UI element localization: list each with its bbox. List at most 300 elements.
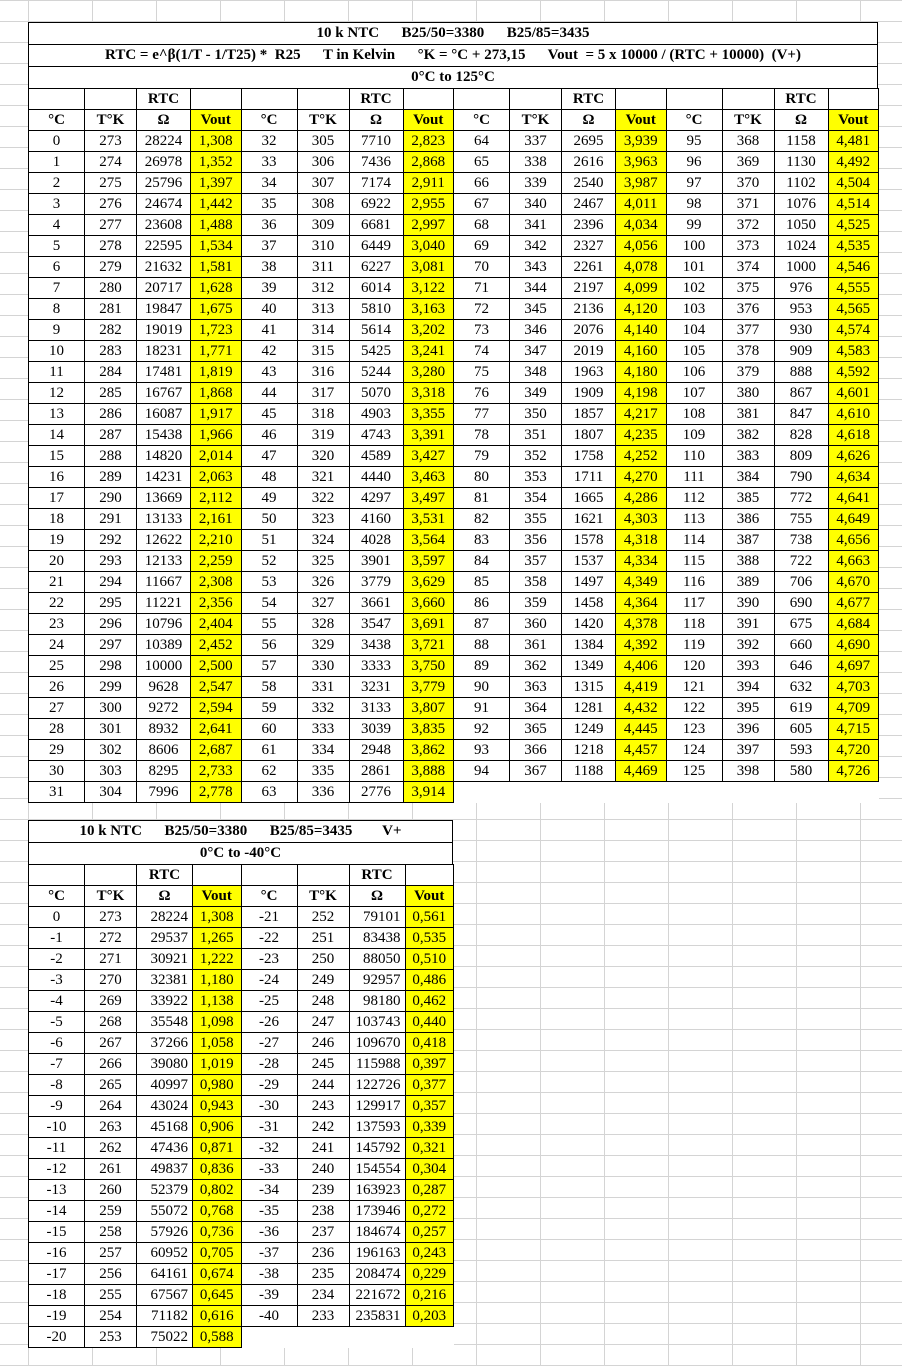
- celsius-cell[interactable]: -25: [241, 991, 297, 1012]
- vout-cell[interactable]: 2,500: [191, 656, 242, 677]
- celsius-cell[interactable]: 68: [454, 215, 510, 236]
- celsius-cell[interactable]: 33: [241, 152, 297, 173]
- column-header[interactable]: Vout: [405, 886, 454, 907]
- celsius-cell[interactable]: -37: [241, 1243, 297, 1264]
- kelvin-cell[interactable]: 353: [510, 467, 562, 488]
- vout-cell[interactable]: 0,871: [193, 1138, 242, 1159]
- kelvin-cell[interactable]: 347: [510, 341, 562, 362]
- resistance-cell[interactable]: 3779: [349, 572, 403, 593]
- resistance-cell[interactable]: 1458: [562, 593, 616, 614]
- resistance-cell[interactable]: 40997: [137, 1075, 193, 1096]
- celsius-cell[interactable]: 57: [241, 656, 297, 677]
- celsius-cell[interactable]: -38: [241, 1264, 297, 1285]
- vout-cell[interactable]: 4,334: [616, 551, 667, 572]
- resistance-cell[interactable]: 1758: [562, 446, 616, 467]
- resistance-cell[interactable]: 6014: [349, 278, 403, 299]
- celsius-cell[interactable]: -9: [29, 1096, 85, 1117]
- kelvin-cell[interactable]: 244: [297, 1075, 349, 1096]
- kelvin-cell[interactable]: 372: [722, 215, 774, 236]
- column-header[interactable]: Ω: [137, 886, 193, 907]
- celsius-cell[interactable]: 48: [241, 467, 297, 488]
- kelvin-cell[interactable]: 255: [85, 1285, 137, 1306]
- resistance-cell[interactable]: 3661: [349, 593, 403, 614]
- celsius-cell[interactable]: -26: [241, 1012, 297, 1033]
- celsius-cell[interactable]: 17: [29, 488, 85, 509]
- kelvin-cell[interactable]: 236: [297, 1243, 349, 1264]
- vout-cell[interactable]: 4,626: [828, 446, 879, 467]
- celsius-cell[interactable]: -4: [29, 991, 85, 1012]
- resistance-cell[interactable]: 22595: [137, 236, 191, 257]
- resistance-cell[interactable]: 19019: [137, 320, 191, 341]
- celsius-cell[interactable]: 56: [241, 635, 297, 656]
- resistance-cell[interactable]: 1665: [562, 488, 616, 509]
- resistance-cell[interactable]: 1349: [562, 656, 616, 677]
- celsius-cell[interactable]: -24: [241, 970, 297, 991]
- kelvin-cell[interactable]: 266: [85, 1054, 137, 1075]
- resistance-cell[interactable]: 1578: [562, 530, 616, 551]
- kelvin-cell[interactable]: 303: [85, 761, 137, 782]
- resistance-cell[interactable]: 580: [774, 761, 828, 782]
- kelvin-cell[interactable]: 281: [85, 299, 137, 320]
- celsius-cell[interactable]: -6: [29, 1033, 85, 1054]
- celsius-cell[interactable]: 77: [454, 404, 510, 425]
- table2-title[interactable]: 10 k NTC B25/50=3380 B25/85=3435 V+: [28, 820, 453, 842]
- kelvin-cell[interactable]: 300: [85, 698, 137, 719]
- kelvin-cell[interactable]: 390: [722, 593, 774, 614]
- celsius-cell[interactable]: 104: [666, 320, 722, 341]
- celsius-cell[interactable]: 105: [666, 341, 722, 362]
- celsius-cell[interactable]: 5: [29, 236, 85, 257]
- resistance-cell[interactable]: 184674: [349, 1222, 405, 1243]
- celsius-cell[interactable]: 75: [454, 362, 510, 383]
- kelvin-cell[interactable]: 371: [722, 194, 774, 215]
- kelvin-cell[interactable]: 355: [510, 509, 562, 530]
- kelvin-cell[interactable]: 394: [722, 677, 774, 698]
- celsius-cell[interactable]: 98: [666, 194, 722, 215]
- resistance-cell[interactable]: 4440: [349, 467, 403, 488]
- vout-cell[interactable]: 0,287: [405, 1180, 454, 1201]
- vout-cell[interactable]: 3,391: [403, 425, 454, 446]
- resistance-cell[interactable]: 13133: [137, 509, 191, 530]
- kelvin-cell[interactable]: 253: [85, 1327, 137, 1348]
- resistance-cell[interactable]: 5425: [349, 341, 403, 362]
- vout-cell[interactable]: 2,687: [191, 740, 242, 761]
- celsius-cell[interactable]: -21: [241, 907, 297, 928]
- vout-cell[interactable]: 0,616: [193, 1306, 242, 1327]
- kelvin-cell[interactable]: 350: [510, 404, 562, 425]
- vout-cell[interactable]: 4,120: [616, 299, 667, 320]
- vout-cell[interactable]: 4,583: [828, 341, 879, 362]
- vout-cell[interactable]: 1,265: [193, 928, 242, 949]
- vout-cell[interactable]: 3,779: [403, 677, 454, 698]
- resistance-cell[interactable]: 55072: [137, 1201, 193, 1222]
- resistance-cell[interactable]: 83438: [349, 928, 405, 949]
- celsius-cell[interactable]: 18: [29, 509, 85, 530]
- kelvin-cell[interactable]: 278: [85, 236, 137, 257]
- header-cell-empty[interactable]: [241, 865, 297, 886]
- celsius-cell[interactable]: 1: [29, 152, 85, 173]
- resistance-cell[interactable]: 88050: [349, 949, 405, 970]
- resistance-cell[interactable]: 4743: [349, 425, 403, 446]
- vout-cell[interactable]: 2,547: [191, 677, 242, 698]
- kelvin-cell[interactable]: 302: [85, 740, 137, 761]
- vout-cell[interactable]: 1,723: [191, 320, 242, 341]
- vout-cell[interactable]: 2,641: [191, 719, 242, 740]
- vout-cell[interactable]: 4,703: [828, 677, 879, 698]
- resistance-cell[interactable]: 790: [774, 467, 828, 488]
- resistance-cell[interactable]: 45168: [137, 1117, 193, 1138]
- celsius-cell[interactable]: 121: [666, 677, 722, 698]
- resistance-cell[interactable]: 17481: [137, 362, 191, 383]
- header-cell-empty[interactable]: [828, 89, 879, 110]
- resistance-cell[interactable]: 1076: [774, 194, 828, 215]
- vout-cell[interactable]: 2,452: [191, 635, 242, 656]
- kelvin-cell[interactable]: 335: [297, 761, 349, 782]
- celsius-cell[interactable]: 83: [454, 530, 510, 551]
- kelvin-cell[interactable]: 381: [722, 404, 774, 425]
- resistance-cell[interactable]: 2540: [562, 173, 616, 194]
- vout-cell[interactable]: 3,750: [403, 656, 454, 677]
- resistance-cell[interactable]: 43024: [137, 1096, 193, 1117]
- resistance-cell[interactable]: 1807: [562, 425, 616, 446]
- vout-cell[interactable]: 4,684: [828, 614, 879, 635]
- column-header[interactable]: °C: [454, 110, 510, 131]
- vout-cell[interactable]: 4,610: [828, 404, 879, 425]
- resistance-cell[interactable]: 14231: [137, 467, 191, 488]
- vout-cell[interactable]: 4,601: [828, 383, 879, 404]
- resistance-cell[interactable]: 137593: [349, 1117, 405, 1138]
- vout-cell[interactable]: 4,641: [828, 488, 879, 509]
- kelvin-cell[interactable]: 260: [85, 1180, 137, 1201]
- kelvin-cell[interactable]: 268: [85, 1012, 137, 1033]
- vout-cell[interactable]: 3,531: [403, 509, 454, 530]
- vout-cell[interactable]: 2,356: [191, 593, 242, 614]
- vout-cell[interactable]: 4,656: [828, 530, 879, 551]
- resistance-cell[interactable]: 173946: [349, 1201, 405, 1222]
- celsius-cell[interactable]: -34: [241, 1180, 297, 1201]
- celsius-cell[interactable]: -17: [29, 1264, 85, 1285]
- celsius-cell[interactable]: -40: [241, 1306, 297, 1327]
- vout-cell[interactable]: 0,397: [405, 1054, 454, 1075]
- celsius-cell[interactable]: 15: [29, 446, 85, 467]
- resistance-cell[interactable]: 755: [774, 509, 828, 530]
- column-header[interactable]: Vout: [403, 110, 454, 131]
- header-cell-empty[interactable]: [85, 865, 137, 886]
- celsius-cell[interactable]: 11: [29, 362, 85, 383]
- resistance-cell[interactable]: 208474: [349, 1264, 405, 1285]
- celsius-cell[interactable]: -12: [29, 1159, 85, 1180]
- kelvin-cell[interactable]: 396: [722, 719, 774, 740]
- vout-cell[interactable]: 4,574: [828, 320, 879, 341]
- celsius-cell[interactable]: 13: [29, 404, 85, 425]
- vout-cell[interactable]: 3,280: [403, 362, 454, 383]
- resistance-cell[interactable]: 722: [774, 551, 828, 572]
- kelvin-cell[interactable]: 247: [297, 1012, 349, 1033]
- celsius-cell[interactable]: 41: [241, 320, 297, 341]
- kelvin-cell[interactable]: 340: [510, 194, 562, 215]
- celsius-cell[interactable]: -7: [29, 1054, 85, 1075]
- vout-cell[interactable]: 4,303: [616, 509, 667, 530]
- kelvin-cell[interactable]: 342: [510, 236, 562, 257]
- vout-cell[interactable]: 4,286: [616, 488, 667, 509]
- vout-cell[interactable]: 4,555: [828, 278, 879, 299]
- vout-cell[interactable]: 0,588: [193, 1327, 242, 1348]
- resistance-cell[interactable]: 122726: [349, 1075, 405, 1096]
- column-header[interactable]: Vout: [193, 886, 242, 907]
- header-cell-empty[interactable]: [85, 89, 137, 110]
- kelvin-cell[interactable]: 256: [85, 1264, 137, 1285]
- kelvin-cell[interactable]: 240: [297, 1159, 349, 1180]
- vout-cell[interactable]: 4,034: [616, 215, 667, 236]
- kelvin-cell[interactable]: 339: [510, 173, 562, 194]
- vout-cell[interactable]: 3,564: [403, 530, 454, 551]
- resistance-cell[interactable]: 6922: [349, 194, 403, 215]
- kelvin-cell[interactable]: 344: [510, 278, 562, 299]
- header-cell-empty[interactable]: [405, 865, 454, 886]
- kelvin-cell[interactable]: 264: [85, 1096, 137, 1117]
- vout-cell[interactable]: 4,349: [616, 572, 667, 593]
- resistance-cell[interactable]: 593: [774, 740, 828, 761]
- kelvin-cell[interactable]: 241: [297, 1138, 349, 1159]
- celsius-cell[interactable]: -19: [29, 1306, 85, 1327]
- celsius-cell[interactable]: -33: [241, 1159, 297, 1180]
- vout-cell[interactable]: 4,160: [616, 341, 667, 362]
- column-header[interactable]: T°K: [297, 886, 349, 907]
- vout-cell[interactable]: 1,138: [193, 991, 242, 1012]
- resistance-cell[interactable]: 57926: [137, 1222, 193, 1243]
- resistance-cell[interactable]: 828: [774, 425, 828, 446]
- resistance-cell[interactable]: 867: [774, 383, 828, 404]
- vout-cell[interactable]: 4,525: [828, 215, 879, 236]
- resistance-cell[interactable]: 196163: [349, 1243, 405, 1264]
- celsius-cell[interactable]: 0: [29, 131, 85, 152]
- kelvin-cell[interactable]: 316: [297, 362, 349, 383]
- resistance-cell[interactable]: 4028: [349, 530, 403, 551]
- kelvin-cell[interactable]: 348: [510, 362, 562, 383]
- resistance-cell[interactable]: 7996: [137, 782, 191, 803]
- resistance-cell[interactable]: 1420: [562, 614, 616, 635]
- header-cell-empty[interactable]: [403, 89, 454, 110]
- kelvin-cell[interactable]: 352: [510, 446, 562, 467]
- rtc-group-label[interactable]: RTC: [774, 89, 828, 110]
- resistance-cell[interactable]: 6681: [349, 215, 403, 236]
- celsius-cell[interactable]: 47: [241, 446, 297, 467]
- kelvin-cell[interactable]: 334: [297, 740, 349, 761]
- kelvin-cell[interactable]: 393: [722, 656, 774, 677]
- vout-cell[interactable]: 3,807: [403, 698, 454, 719]
- kelvin-cell[interactable]: 345: [510, 299, 562, 320]
- resistance-cell[interactable]: 1158: [774, 131, 828, 152]
- kelvin-cell[interactable]: 382: [722, 425, 774, 446]
- celsius-cell[interactable]: 14: [29, 425, 85, 446]
- resistance-cell[interactable]: 1000: [774, 257, 828, 278]
- kelvin-cell[interactable]: 286: [85, 404, 137, 425]
- celsius-cell[interactable]: -31: [241, 1117, 297, 1138]
- resistance-cell[interactable]: 1711: [562, 467, 616, 488]
- kelvin-cell[interactable]: 249: [297, 970, 349, 991]
- resistance-cell[interactable]: 3039: [349, 719, 403, 740]
- vout-cell[interactable]: 3,241: [403, 341, 454, 362]
- resistance-cell[interactable]: 7436: [349, 152, 403, 173]
- kelvin-cell[interactable]: 315: [297, 341, 349, 362]
- kelvin-cell[interactable]: 391: [722, 614, 774, 635]
- kelvin-cell[interactable]: 337: [510, 131, 562, 152]
- kelvin-cell[interactable]: 374: [722, 257, 774, 278]
- resistance-cell[interactable]: 145792: [349, 1138, 405, 1159]
- vout-cell[interactable]: 1,534: [191, 236, 242, 257]
- resistance-cell[interactable]: 19847: [137, 299, 191, 320]
- vout-cell[interactable]: 4,535: [828, 236, 879, 257]
- resistance-cell[interactable]: 2695: [562, 131, 616, 152]
- vout-cell[interactable]: 4,235: [616, 425, 667, 446]
- kelvin-cell[interactable]: 239: [297, 1180, 349, 1201]
- header-cell-empty[interactable]: [510, 89, 562, 110]
- kelvin-cell[interactable]: 329: [297, 635, 349, 656]
- celsius-cell[interactable]: 34: [241, 173, 297, 194]
- celsius-cell[interactable]: 24: [29, 635, 85, 656]
- vout-cell[interactable]: 3,497: [403, 488, 454, 509]
- rtc-group-label[interactable]: RTC: [562, 89, 616, 110]
- resistance-cell[interactable]: 3133: [349, 698, 403, 719]
- celsius-cell[interactable]: 19: [29, 530, 85, 551]
- kelvin-cell[interactable]: 274: [85, 152, 137, 173]
- celsius-cell[interactable]: 46: [241, 425, 297, 446]
- kelvin-cell[interactable]: 298: [85, 656, 137, 677]
- kelvin-cell[interactable]: 330: [297, 656, 349, 677]
- celsius-cell[interactable]: 65: [454, 152, 510, 173]
- kelvin-cell[interactable]: 351: [510, 425, 562, 446]
- celsius-cell[interactable]: 99: [666, 215, 722, 236]
- celsius-cell[interactable]: 31: [29, 782, 85, 803]
- celsius-cell[interactable]: 21: [29, 572, 85, 593]
- resistance-cell[interactable]: 7174: [349, 173, 403, 194]
- column-header[interactable]: °C: [241, 886, 297, 907]
- kelvin-cell[interactable]: 279: [85, 257, 137, 278]
- vout-cell[interactable]: 0,561: [405, 907, 454, 928]
- kelvin-cell[interactable]: 296: [85, 614, 137, 635]
- kelvin-cell[interactable]: 269: [85, 991, 137, 1012]
- celsius-cell[interactable]: 53: [241, 572, 297, 593]
- resistance-cell[interactable]: 221672: [349, 1285, 405, 1306]
- resistance-cell[interactable]: 1963: [562, 362, 616, 383]
- celsius-cell[interactable]: -14: [29, 1201, 85, 1222]
- resistance-cell[interactable]: 2396: [562, 215, 616, 236]
- resistance-cell[interactable]: 4160: [349, 509, 403, 530]
- kelvin-cell[interactable]: 398: [722, 761, 774, 782]
- column-header[interactable]: Ω: [349, 886, 405, 907]
- kelvin-cell[interactable]: 317: [297, 383, 349, 404]
- column-header[interactable]: °C: [29, 110, 85, 131]
- vout-cell[interactable]: 4,432: [616, 698, 667, 719]
- kelvin-cell[interactable]: 299: [85, 677, 137, 698]
- celsius-cell[interactable]: 52: [241, 551, 297, 572]
- resistance-cell[interactable]: 9628: [137, 677, 191, 698]
- resistance-cell[interactable]: 3547: [349, 614, 403, 635]
- vout-cell[interactable]: 3,122: [403, 278, 454, 299]
- kelvin-cell[interactable]: 235: [297, 1264, 349, 1285]
- vout-cell[interactable]: 4,634: [828, 467, 879, 488]
- resistance-cell[interactable]: 1249: [562, 719, 616, 740]
- resistance-cell[interactable]: 47436: [137, 1138, 193, 1159]
- kelvin-cell[interactable]: 308: [297, 194, 349, 215]
- resistance-cell[interactable]: 1281: [562, 698, 616, 719]
- celsius-cell[interactable]: 107: [666, 383, 722, 404]
- kelvin-cell[interactable]: 362: [510, 656, 562, 677]
- celsius-cell[interactable]: 51: [241, 530, 297, 551]
- vout-cell[interactable]: 0,440: [405, 1012, 454, 1033]
- vout-cell[interactable]: 2,778: [191, 782, 242, 803]
- vout-cell[interactable]: 4,270: [616, 467, 667, 488]
- celsius-cell[interactable]: -8: [29, 1075, 85, 1096]
- resistance-cell[interactable]: 52379: [137, 1180, 193, 1201]
- celsius-cell[interactable]: 4: [29, 215, 85, 236]
- vout-cell[interactable]: 0,257: [405, 1222, 454, 1243]
- resistance-cell[interactable]: 8932: [137, 719, 191, 740]
- resistance-cell[interactable]: 2948: [349, 740, 403, 761]
- resistance-cell[interactable]: 11221: [137, 593, 191, 614]
- vout-cell[interactable]: 0,357: [405, 1096, 454, 1117]
- celsius-cell[interactable]: 86: [454, 593, 510, 614]
- celsius-cell[interactable]: 80: [454, 467, 510, 488]
- celsius-cell[interactable]: -18: [29, 1285, 85, 1306]
- resistance-cell[interactable]: 909: [774, 341, 828, 362]
- resistance-cell[interactable]: 2467: [562, 194, 616, 215]
- resistance-cell[interactable]: 2327: [562, 236, 616, 257]
- kelvin-cell[interactable]: 323: [297, 509, 349, 530]
- resistance-cell[interactable]: 690: [774, 593, 828, 614]
- celsius-cell[interactable]: 116: [666, 572, 722, 593]
- rtc-group-label[interactable]: RTC: [137, 89, 191, 110]
- celsius-cell[interactable]: 117: [666, 593, 722, 614]
- celsius-cell[interactable]: 67: [454, 194, 510, 215]
- vout-cell[interactable]: 0,768: [193, 1201, 242, 1222]
- column-header[interactable]: T°K: [85, 110, 137, 131]
- resistance-cell[interactable]: 154554: [349, 1159, 405, 1180]
- kelvin-cell[interactable]: 243: [297, 1096, 349, 1117]
- vout-cell[interactable]: 1,019: [193, 1054, 242, 1075]
- vout-cell[interactable]: 1,180: [193, 970, 242, 991]
- celsius-cell[interactable]: 87: [454, 614, 510, 635]
- vout-cell[interactable]: 2,868: [403, 152, 454, 173]
- celsius-cell[interactable]: -39: [241, 1285, 297, 1306]
- celsius-cell[interactable]: 106: [666, 362, 722, 383]
- kelvin-cell[interactable]: 291: [85, 509, 137, 530]
- resistance-cell[interactable]: 3901: [349, 551, 403, 572]
- celsius-cell[interactable]: 125: [666, 761, 722, 782]
- kelvin-cell[interactable]: 366: [510, 740, 562, 761]
- celsius-cell[interactable]: 10: [29, 341, 85, 362]
- resistance-cell[interactable]: 976: [774, 278, 828, 299]
- vout-cell[interactable]: 1,581: [191, 257, 242, 278]
- resistance-cell[interactable]: 632: [774, 677, 828, 698]
- vout-cell[interactable]: 4,078: [616, 257, 667, 278]
- column-header[interactable]: Vout: [616, 110, 667, 131]
- kelvin-cell[interactable]: 313: [297, 299, 349, 320]
- resistance-cell[interactable]: 67567: [137, 1285, 193, 1306]
- celsius-cell[interactable]: 26: [29, 677, 85, 698]
- kelvin-cell[interactable]: 328: [297, 614, 349, 635]
- vout-cell[interactable]: 3,987: [616, 173, 667, 194]
- vout-cell[interactable]: 2,014: [191, 446, 242, 467]
- kelvin-cell[interactable]: 252: [297, 907, 349, 928]
- resistance-cell[interactable]: 1130: [774, 152, 828, 173]
- vout-cell[interactable]: 4,592: [828, 362, 879, 383]
- celsius-cell[interactable]: -32: [241, 1138, 297, 1159]
- vout-cell[interactable]: 4,364: [616, 593, 667, 614]
- vout-cell[interactable]: 1,771: [191, 341, 242, 362]
- resistance-cell[interactable]: 930: [774, 320, 828, 341]
- kelvin-cell[interactable]: 306: [297, 152, 349, 173]
